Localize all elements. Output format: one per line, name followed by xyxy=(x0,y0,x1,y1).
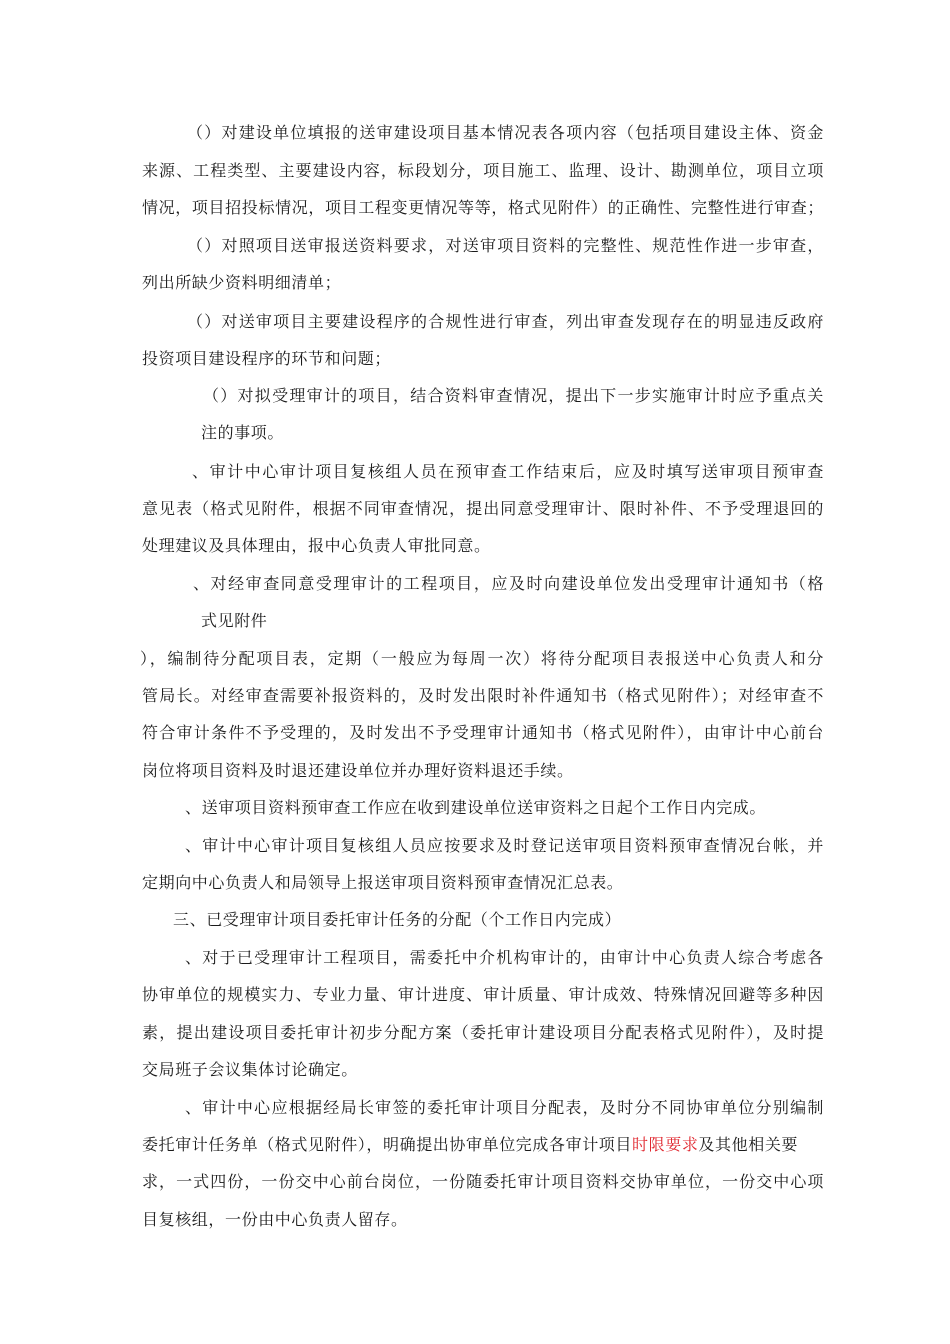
paragraph-10-line-2 xyxy=(142,1134,798,1156)
paragraph-5-line-2: 意见表（格式见附件，根据不同审查情况，提出同意受理审计、限时补件、不予受理退回的 xyxy=(142,499,824,518)
section-heading-3: 三、已受理审计项目委托审计任务的分配（个工作日内完成） xyxy=(173,910,622,929)
paragraph-9-line-4: 交局班子会议集体讨论确定。 xyxy=(142,1060,358,1079)
paragraph-6-line-2: 式见附件 xyxy=(201,611,268,630)
highlighted-time-requirement: 时限要求 xyxy=(632,1135,699,1154)
paragraph-3-line-1: （）对送审项目主要建设程序的合规性进行审查，列出审查发现存在的明显违反政府 xyxy=(187,312,824,331)
paragraph-2-line-1: （）对照项目送审报送资料要求，对送审项目资料的完整性、规范性作进一步审查， xyxy=(187,236,824,255)
paragraph-3-line-2: 投资项目建设程序的环节和问题； xyxy=(142,349,392,368)
paragraph-9-line-3: 素，提出建设项目委托审计初步分配方案（委托审计建设项目分配表格式见附件），及时提 xyxy=(142,1023,824,1042)
paragraph-10-line-3: 求，一式四份，一份交中心前台岗位，一份随委托审计项目资料交协审单位，一份交中心项 xyxy=(142,1172,824,1191)
paragraph-8-line-1: 、审计中心审计项目复核组人员应按要求及时登记送审项目资料预审查情况台帐，并 xyxy=(185,836,824,855)
paragraph-5-line-1: 、审计中心审计项目复核组人员在预审查工作结束后，应及时填写送审项目预审查 xyxy=(192,462,824,481)
paragraph-8-line-2: 定期向中心负责人和局领导上报送审项目资料预审查情况汇总表。 xyxy=(142,873,624,892)
paragraph-4-line-2: 注的事项。 xyxy=(201,423,285,442)
paragraph-7-line-1: 、送审项目资料预审查工作应在收到建设单位送审资料之日起个工作日内完成。 xyxy=(185,798,767,817)
paragraph-10-line-2-text-b: 及其他相关要 xyxy=(698,1135,799,1154)
paragraph-6-line-1: 、对经审查同意受理审计的工程项目，应及时向建设单位发出受理审计通知书（格 xyxy=(193,574,824,593)
paragraph-9-line-1: 、对于已受理审计工程项目，需委托中介机构审计的，由审计中心负责人综合考虑各 xyxy=(185,948,824,967)
paragraph-6-line-6: 岗位将项目资料及时退还建设单位并办理好资料退还手续。 xyxy=(142,761,574,780)
paragraph-1-line-3: 情况，项目招投标情况，项目工程变更情况等等，格式见附件）的正确性、完整性进行审查； xyxy=(142,198,824,217)
paragraph-10-line-2-text-a: 委托审计任务单（格式见附件），明确提出协审单位完成各审计项目 xyxy=(142,1135,633,1154)
paragraph-10-line-1: 、审计中心应根据经局长审签的委托审计项目分配表，及时分不同协审单位分别编制 xyxy=(185,1098,824,1117)
paragraph-6-line-3: ），编制待分配项目表，定期（一般应为每周一次）将待分配项目表报送中心负责人和分 xyxy=(140,649,824,668)
paragraph-1-line-2: 来源、工程类型、主要建设内容，标段划分，项目施工、监理、设计、勘测单位，项目立项 xyxy=(142,161,824,180)
paragraph-6-line-5: 符合审计条件不予受理的，及时发出不予受理审计通知书（格式见附件），由审计中心前台 xyxy=(142,723,824,742)
paragraph-6-line-4: 管局长。对经审查需要补报资料的，及时发出限时补件通知书（格式见附件）；对经审查不 xyxy=(142,686,824,705)
paragraph-1-line-1: （）对建设单位填报的送审建设项目基本情况表各项内容（包括项目建设主体、资金 xyxy=(187,123,824,142)
paragraph-2-line-2: 列出所缺少资料明细清单； xyxy=(142,273,342,292)
paragraph-10-line-4: 目复核组，一份由中心负责人留存。 xyxy=(142,1210,408,1229)
paragraph-4-line-1: （）对拟受理审计的项目，结合资料审查情况，提出下一步实施审计时应予重点关 xyxy=(203,386,824,405)
paragraph-9-line-2: 协审单位的规模实力、专业力量、审计进度、审计质量、审计成效、特殊情况回避等多种因 xyxy=(142,985,824,1004)
paragraph-5-line-3: 处理建议及具体理由，报中心负责人审批同意。 xyxy=(142,536,491,555)
